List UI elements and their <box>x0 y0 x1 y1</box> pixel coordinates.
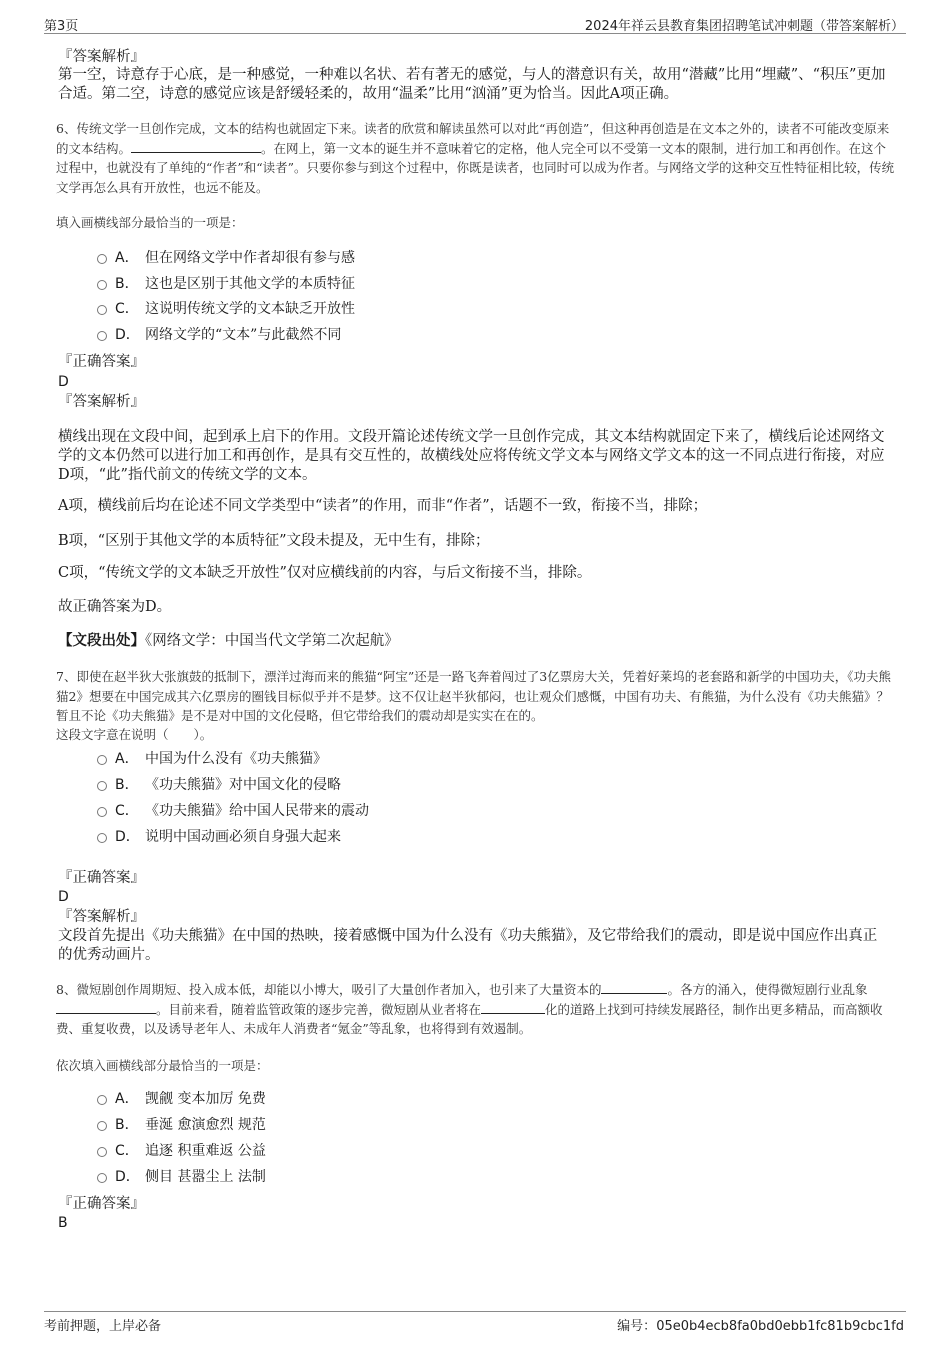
radio-icon[interactable] <box>97 833 107 843</box>
q6-stem-part1: 6、传统文学一旦创作完成，文本的结构也就固定下来。读者的欣赏和解读虽然可以对此“再创造”，但这种再创造是在文本之外的，读者不可能改变原来的文本结构。 <box>56 121 890 156</box>
radio-icon[interactable] <box>97 807 107 817</box>
q6-answer-label: 『正确答案』 <box>58 354 145 370</box>
q6-stem <box>56 119 896 197</box>
q7-answer-label: 『正确答案』 <box>58 870 145 886</box>
radio-icon[interactable] <box>97 280 107 290</box>
radio-icon[interactable] <box>97 254 107 264</box>
q7-prompt: 这段文字意在说明（ ）。 <box>56 727 213 742</box>
q5-analysis-text: 第一空，诗意存于心底，是一种感觉，一种难以名状、若有著无的感觉，与人的潜意识有关，故用“潜藏”比用“埋藏”、“积压”更加合适。第二空，诗意的感觉应该是舒缓轻柔的，故用“温柔”比用“汹涌”更为恰当。因此A项正确。 <box>58 67 886 102</box>
radio-icon[interactable] <box>97 331 107 341</box>
footer-slogan: 考前押题，上岸必备 <box>44 1319 162 1334</box>
q6-analysis-p5: 故正确答案为D。 <box>58 599 172 615</box>
q8-stem-part4: 化的道路上找到可持续发展路径，制作出更多精品，而高额收费、重复收费，以及诱导老年人、未成年人消费者“氪金”等乱象，也将得到有效遏制。 <box>56 1001 883 1036</box>
document-title: 2024年祥云县教育集团招聘笔试冲刺题（带答案解析） <box>584 19 904 34</box>
radio-icon[interactable] <box>97 1173 107 1183</box>
serial-number: 05e0b4ecb8fa0bd0ebb1fc81b9cbc1fd <box>656 1319 904 1334</box>
q6-prompt: 填入画横线部分最恰当的一项是： <box>56 215 244 230</box>
radio-icon[interactable] <box>97 1095 107 1105</box>
q6-answer: D <box>58 374 69 390</box>
radio-icon[interactable] <box>97 305 107 315</box>
q6-source-text: 《网络文学：中国当代文学第二次起航》 <box>145 633 399 649</box>
q7-answer: D <box>58 889 69 905</box>
q6-analysis-p3: B项，“区别于其他文学的本质特征”文段未提及，无中生有，排除； <box>58 533 490 549</box>
q6-source-label: 【文段出处】 <box>58 632 145 649</box>
radio-icon[interactable] <box>97 755 107 765</box>
q6-source <box>58 631 399 651</box>
q7-analysis-label: 『答案解析』 <box>58 909 145 925</box>
q5-analysis-label: 『答案解析』 <box>58 49 145 65</box>
q8-stem-part1: 8、微短剧创作周期短、投入成本低，却能以小博大，吸引了大量创作者加入，也引来了大量资本的 <box>56 982 602 997</box>
radio-icon[interactable] <box>97 781 107 791</box>
q6-analysis-p4: C项，“传统文学的文本缺乏开放性”仅对应横线前的内容，与后文衔接不当，排除。 <box>58 565 592 581</box>
q8-stem-part2: 。各方的涌入，使得微短剧行业乱象 <box>667 982 868 997</box>
radio-icon[interactable] <box>97 1121 107 1131</box>
q8-blank-2 <box>56 1001 156 1014</box>
q7-stem: 7、即使在赵半狄大张旗鼓的抵制下，漂洋过海而来的熊猫“阿宝”还是一路飞奔着闯过了3亿票房大关，凭着好莱坞的老套路和新学的中国功夫，《功夫熊猫2》想要在中国完成其六亿票房的圈钱目标似乎并不是梦。这不仅让赵半狄郁闷，也让观众们感慨，中国有功夫、有熊猫，为什么没有《功夫熊猫》？暂且不论《功夫熊猫》是不是对中国的文化侵略，但它带给我们的震动却是实实在在的。 <box>56 669 891 723</box>
q8-answer-label: 『正确答案』 <box>58 1196 145 1212</box>
footer-serial <box>617 1315 904 1334</box>
q8-prompt: 依次填入画横线部分最恰当的一项是： <box>56 1058 269 1073</box>
radio-icon[interactable] <box>97 1147 107 1157</box>
q6-stem-part2: 。在网上，第一文本的诞生并不意味着它的定格，他人完全可以不受第一文本的限制，进行加工和再创作。在这个过程中，也就没有了单纯的“作者”和“读者”。只要你参与到这个过程中，你既是读者，也同时可以成为作者。与网络文学的这种交互性特征相比较，传统文学再怎么具有开放性，也远不能及。 <box>56 140 895 195</box>
page-footer <box>44 1311 906 1334</box>
q8-blank-1 <box>601 981 667 994</box>
q8-answer: B <box>58 1215 68 1231</box>
q6-analysis-p1: 横线出现在文段中间，起到承上启下的作用。文段开篇论述传统文学一旦创作完成，其文本结构就固定下来了，横线后论述网络文学的文本仍然可以进行加工和再创作，是具有交互性的，故横线处应将传统文学文本与网络文学文本的这一不同点进行衔接，对应D项，“此”指代前文的传统文学的文本。 <box>58 429 885 483</box>
q6-analysis-label: 『答案解析』 <box>58 394 145 410</box>
q6-blank <box>131 140 261 153</box>
page-header <box>44 13 906 34</box>
q8-stem-part3: 。目前来看，随着监管政策的逐步完善，微短剧从业者将在 <box>156 1001 482 1017</box>
q7-analysis-text: 文段首先提出《功夫熊猫》在中国的热映，接着感慨中国为什么没有《功夫熊猫》，及它带给我们的震动，即是说中国应作出真正的优秀动画片。 <box>58 928 878 963</box>
q6-analysis-p2: A项，横线前后均在论述不同文学类型中“读者”的作用，而非“作者”，话题不一致，衔接不当，排除； <box>58 498 708 514</box>
page-number: 第3页 <box>44 19 79 34</box>
serial-label: 编号： <box>617 1319 657 1334</box>
q8-blank-3 <box>481 1001 545 1014</box>
q8-stem <box>56 980 896 1039</box>
